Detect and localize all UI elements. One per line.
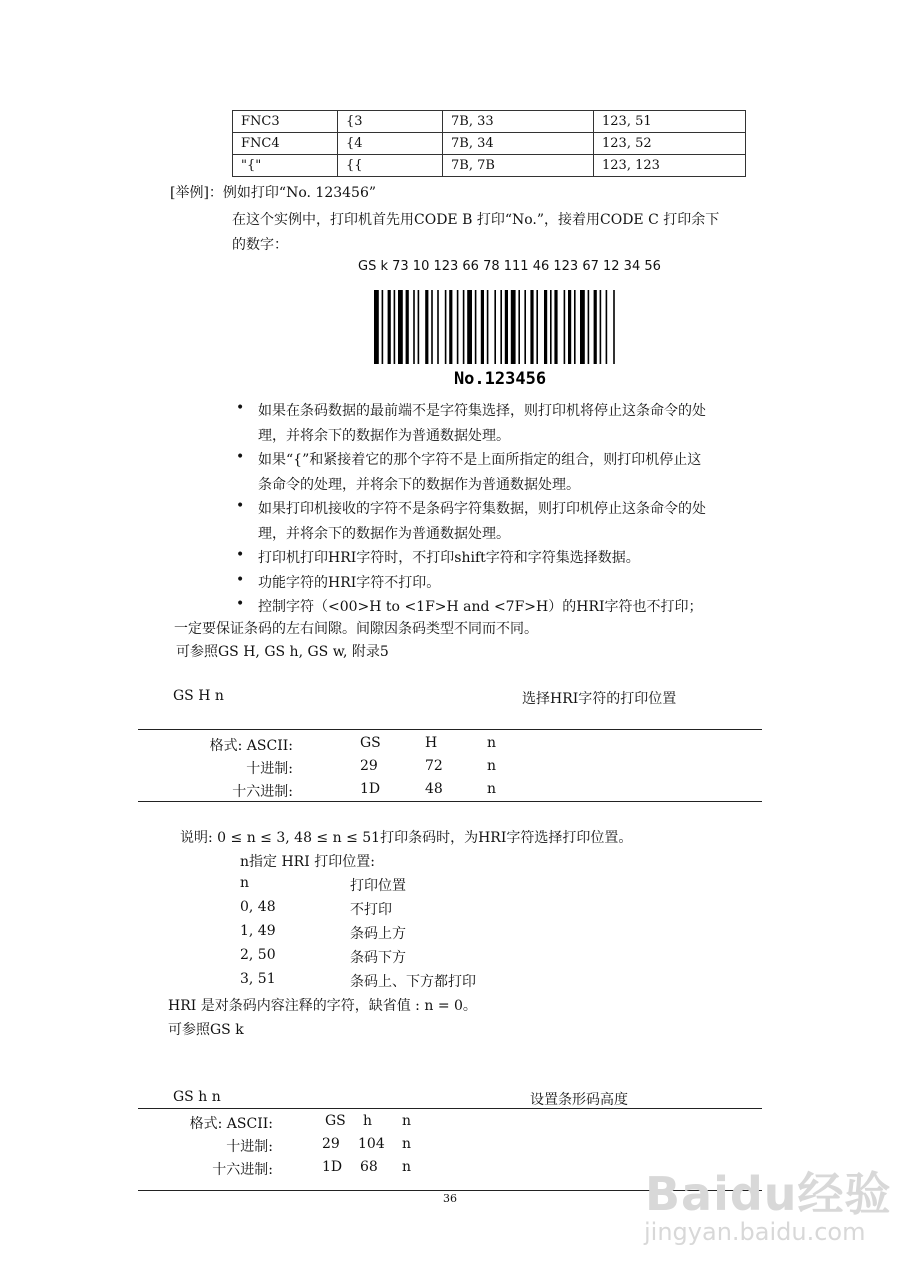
note-2-line2: 条命令的处理，并将余下的数据作为普通数据处理。 xyxy=(258,477,580,493)
note-3-line1: 如果打印机接收的字符不是条码字符集数据，则打印机停止这条命令的处 xyxy=(258,501,706,517)
barcode-bar xyxy=(550,290,552,364)
note-1-line1: 如果在条码数据的最前端不是字符集选择，则打印机将停止这条命令的处 xyxy=(258,403,706,419)
barcode-bar xyxy=(445,290,447,364)
barcode-bar xyxy=(394,290,396,364)
see-also-2: 可参照GS k xyxy=(168,1022,244,1038)
table-cell: 123, 123 xyxy=(594,155,746,177)
margin-note: 一定要保证条码的左右间隙。间隙因条码类型不同而不同。 xyxy=(174,621,538,637)
hex-c: n xyxy=(402,1159,412,1175)
barcode-bar xyxy=(398,290,403,364)
hex-c: n xyxy=(487,781,497,797)
barcode-bar xyxy=(574,290,576,364)
table-cell: 123, 52 xyxy=(594,133,746,155)
divider xyxy=(138,729,762,730)
barcode-bar xyxy=(568,290,571,364)
barcode-bar xyxy=(600,290,602,364)
option-n: 0, 48 xyxy=(240,899,276,915)
table-row xyxy=(233,155,746,177)
example-label: [举例]：例如打印“No. 123456” xyxy=(170,185,377,201)
bullet-4: • xyxy=(236,547,245,563)
barcode-bar xyxy=(594,290,597,364)
hex-b: 68 xyxy=(360,1159,378,1175)
gs-h-title: 设置条形码高度 xyxy=(530,1092,628,1108)
barcode-bar xyxy=(437,290,439,364)
barcode-bar xyxy=(467,290,472,364)
barcode-bar xyxy=(511,290,516,364)
gs-H-sub: n指定 HRI 打印位置: xyxy=(240,854,375,870)
barcode-bar xyxy=(613,290,615,364)
table-cell: 123, 51 xyxy=(594,111,746,133)
hex-a: 1D xyxy=(360,781,381,797)
barcode-bar xyxy=(374,290,379,364)
option-pos: 打印位置 xyxy=(350,878,406,894)
option-pos: 条码下方 xyxy=(350,950,406,966)
example-command: GS k 73 10 123 66 78 111 46 123 67 12 34 56 xyxy=(358,259,661,274)
bullet-2: • xyxy=(236,449,245,465)
note-2-line1: 如果“{”和紧接着它的那个字符不是上面所指定的组合，则打印机停止这 xyxy=(258,452,702,468)
barcode-bar xyxy=(418,290,420,364)
decimal-label: 十进制: xyxy=(226,1139,273,1155)
option-n: 2, 50 xyxy=(240,947,276,963)
format-label: 格式: ASCII: xyxy=(209,738,293,754)
table-cell: FNC3 xyxy=(233,111,338,133)
format-ascii-a: GS xyxy=(360,735,381,751)
table-cell: "{" xyxy=(233,155,338,177)
decimal-c: n xyxy=(402,1136,412,1152)
table-cell: {4 xyxy=(338,133,443,155)
gs-H-command-name: GS H n xyxy=(173,688,224,704)
option-pos: 条码上、下方都打印 xyxy=(350,974,476,990)
barcode-bar xyxy=(449,290,452,364)
table-cell: {{ xyxy=(338,155,443,177)
bullet-3: • xyxy=(236,498,245,514)
bullet-5: • xyxy=(236,572,245,588)
option-pos: 不打印 xyxy=(350,902,392,918)
watermark-brand: Baidu经验 xyxy=(645,1167,892,1221)
decimal-b: 104 xyxy=(358,1136,385,1152)
barcode-bar xyxy=(382,290,384,364)
barcode-bar xyxy=(524,290,526,364)
gs-H-description: 说明: 0 ≤ n ≤ 3, 48 ≤ n ≤ 51打印条码时，为HRI字符选择打印位置。 xyxy=(180,830,633,846)
hex-label: 十六进制: xyxy=(232,784,293,800)
barcode-bar xyxy=(554,290,557,364)
barcode-bar xyxy=(588,290,590,364)
decimal-b: 72 xyxy=(425,758,443,774)
format-ascii-a: GS xyxy=(325,1113,346,1129)
option-n: 3, 51 xyxy=(240,971,276,987)
gs-h-command-name: GS h n xyxy=(173,1089,221,1105)
barcode-bar xyxy=(500,290,502,364)
decimal-a: 29 xyxy=(322,1136,340,1152)
barcode-bar xyxy=(494,290,496,364)
note-5: 功能字符的HRI字符不打印。 xyxy=(258,575,441,591)
barcode-bar xyxy=(431,290,433,364)
option-n: 1, 49 xyxy=(240,923,276,939)
barcode-bars xyxy=(374,290,615,364)
barcode-bar xyxy=(505,290,508,364)
barcode-bar xyxy=(457,290,459,364)
hri-note: HRI 是对条码内容注释的字符，缺省值 : n = 0。 xyxy=(168,998,477,1014)
decimal-label: 十进制: xyxy=(246,761,293,777)
note-6: 控制字符（<00>H to <1F>H and <7F>H）的HRI字符也不打印； xyxy=(258,599,703,615)
option-pos: 条码上方 xyxy=(350,926,406,942)
barcode-bar xyxy=(425,290,428,364)
hex-a: 1D xyxy=(322,1159,343,1175)
see-also-1: 可参照GS H, GS h, GS w, 附录5 xyxy=(176,644,389,660)
table-cell: 7B, 33 xyxy=(443,111,594,133)
divider xyxy=(138,1108,762,1109)
barcode-bar xyxy=(388,290,391,364)
example-desc-line1: 在这个实例中，打印机首先用CODE B 打印“No.”，接着用CODE C 打印余下 xyxy=(232,212,720,228)
format-ascii-c: n xyxy=(487,735,497,751)
fnc-table xyxy=(232,110,746,177)
barcode-bar xyxy=(413,290,415,364)
format-ascii-b: H xyxy=(425,735,438,751)
barcode-bar xyxy=(475,290,477,364)
barcode-bar xyxy=(406,290,409,364)
barcode-bar xyxy=(564,290,566,364)
page-number: 36 xyxy=(443,1192,457,1205)
gs-H-title: 选择HRI字符的打印位置 xyxy=(522,691,677,707)
format-ascii-b: h xyxy=(363,1113,373,1129)
barcode-image xyxy=(372,290,628,390)
barcode-bar xyxy=(530,290,533,364)
divider xyxy=(138,801,762,802)
barcode-bar xyxy=(481,290,484,364)
watermark-url: jingyan.baidu.com xyxy=(644,1218,866,1246)
barcode-hri-text: No.123456 xyxy=(453,369,547,389)
decimal-c: n xyxy=(487,758,497,774)
hex-label: 十六进制: xyxy=(212,1162,273,1178)
option-n: n xyxy=(240,875,250,891)
table-cell: 7B, 7B xyxy=(443,155,594,177)
table-row xyxy=(233,111,746,133)
barcode-bar xyxy=(487,290,489,364)
format-label: 格式: ASCII: xyxy=(189,1116,273,1132)
format-ascii-c: n xyxy=(402,1113,412,1129)
decimal-a: 29 xyxy=(360,758,378,774)
note-4: 打印机打印HRI字符时，不打印shift字符和字符集选择数据。 xyxy=(258,550,640,566)
table-cell: 7B, 34 xyxy=(443,133,594,155)
bullet-6: • xyxy=(236,596,245,612)
barcode-bar xyxy=(518,290,520,364)
barcode-bar xyxy=(544,290,547,364)
table-cell: {3 xyxy=(338,111,443,133)
bullet-1: • xyxy=(236,400,245,416)
note-1-line2: 理，并将余下的数据作为普通数据处理。 xyxy=(258,428,510,444)
example-desc-line2: 的数字： xyxy=(232,237,288,253)
hex-b: 48 xyxy=(425,781,443,797)
table-row xyxy=(233,133,746,155)
table-cell: FNC4 xyxy=(233,133,338,155)
barcode-bar xyxy=(536,290,538,364)
barcode-bar xyxy=(606,290,608,364)
barcode-bar xyxy=(580,290,585,364)
note-3-line2: 理，并将余下的数据作为普通数据处理。 xyxy=(258,526,510,542)
barcode-bar xyxy=(463,290,465,364)
